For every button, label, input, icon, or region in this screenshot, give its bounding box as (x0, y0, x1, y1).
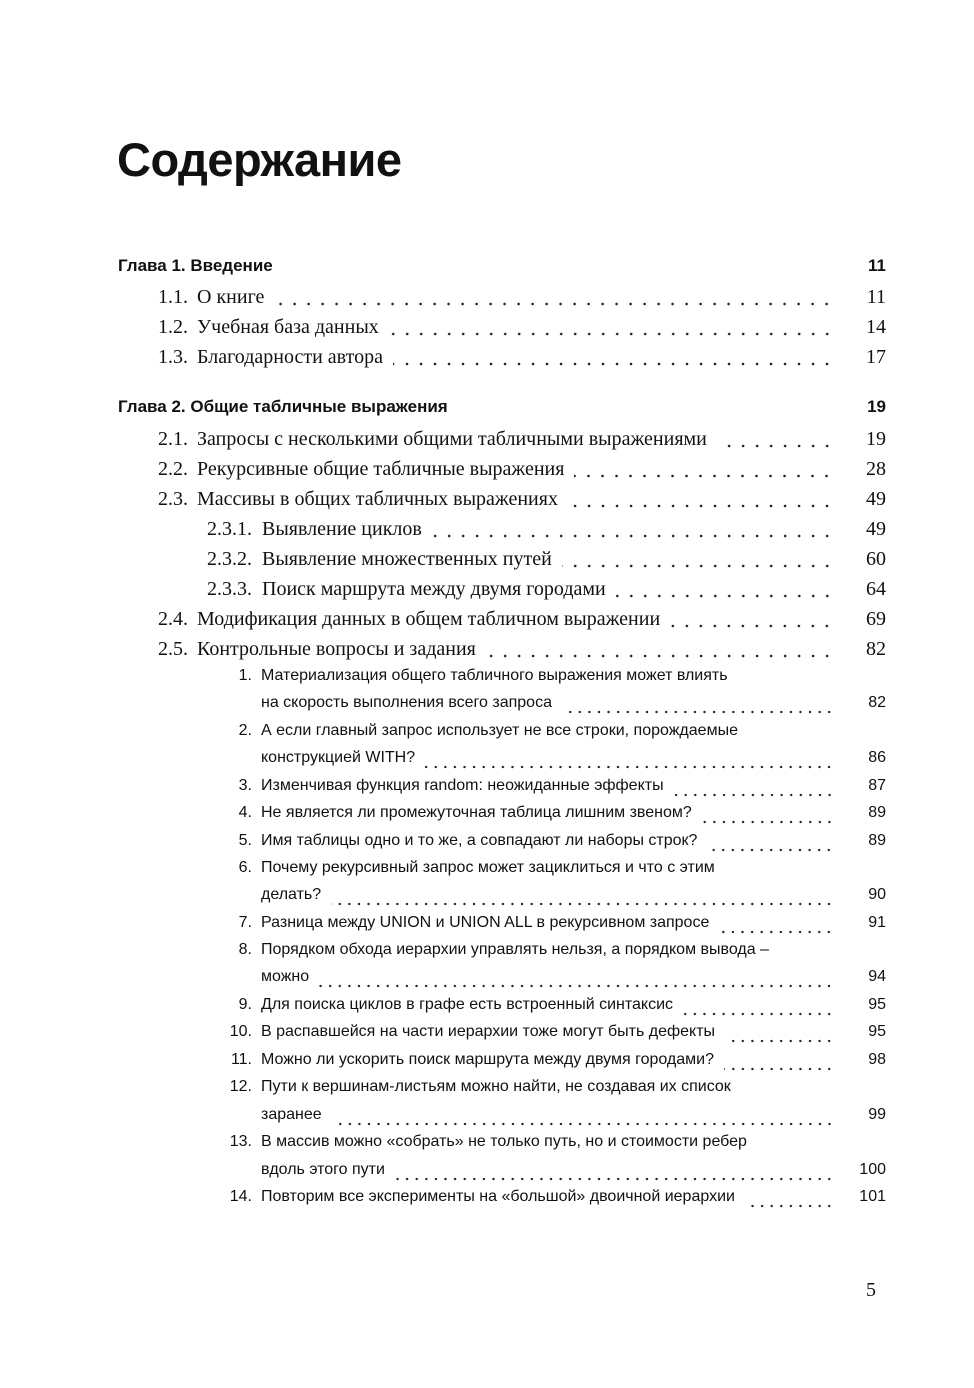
toc-question[interactable] (0, 832, 886, 858)
section-number: 2.3.3. (207, 578, 252, 600)
page-ref: 49 (866, 518, 886, 540)
question-title: конструкцией WITH? (261, 749, 416, 766)
section-title: Массивы в общих табличных выражениях (197, 488, 558, 510)
question-title: В массив можно «собрать» не только путь, но и стоимости ребер (261, 1133, 747, 1150)
toc-question[interactable] (0, 694, 886, 720)
toc-section[interactable] (0, 286, 886, 312)
dot-leader (432, 534, 834, 538)
question-number: 8. (238, 941, 252, 958)
question-number: 13. (229, 1133, 252, 1150)
dot-leader (574, 474, 834, 478)
section-number: 2.2. (158, 458, 188, 480)
section-title: Учебная база данных (197, 316, 379, 338)
dot-leader (562, 564, 834, 568)
dot-leader (683, 1012, 834, 1016)
dot-leader (274, 302, 834, 306)
question-title: Можно ли ускорить поиск маршрута между двумя городами? (261, 1051, 714, 1068)
page-ref: 95 (868, 996, 886, 1013)
page-number: 5 (866, 1279, 876, 1301)
page-ref: 11 (866, 286, 886, 308)
toc-question[interactable] (0, 996, 886, 1022)
question-title: вдоль этого пути (261, 1161, 385, 1178)
page-ref: 98 (868, 1051, 886, 1068)
toc-question[interactable] (0, 1106, 886, 1132)
page-ref: 94 (868, 968, 886, 985)
dot-leader (395, 1177, 834, 1181)
dot-leader (670, 624, 834, 628)
dot-leader (425, 765, 834, 769)
section-number: 2.4. (158, 608, 188, 630)
section-number: 1.1. (158, 286, 188, 308)
chapter-title: Глава 1. Введение (118, 256, 273, 275)
toc-chapter[interactable] (0, 256, 886, 282)
question-title: Повторим все эксперименты на «большой» двоичной иерархии (261, 1188, 735, 1205)
question-title: В распавшейся на части иерархии тоже могут быть дефекты (261, 1023, 716, 1040)
question-title: Порядком обхода иерархии управлять нельзя, а порядком вывода – (261, 941, 769, 958)
page-ref: 49 (866, 488, 886, 510)
question-title: А если главный запрос использует не все строки, порождаемые (261, 722, 738, 739)
section-title: Благодарности автора (197, 346, 383, 368)
dot-leader (562, 710, 834, 714)
page-ref: 19 (866, 428, 886, 450)
page-ref: 17 (866, 346, 886, 368)
question-title: Для поиска циклов в графе есть встроенный синтаксис (261, 996, 674, 1013)
page-ref: 69 (866, 608, 886, 630)
page-ref: 60 (866, 548, 886, 570)
toc-section[interactable] (0, 488, 886, 514)
chapter-title: Глава 2. Общие табличные выражения (118, 397, 448, 416)
page-ref: 101 (859, 1188, 886, 1205)
toc-section[interactable] (0, 518, 886, 544)
page-ref: 100 (859, 1161, 886, 1178)
page-ref: 95 (868, 1023, 886, 1040)
section-title: О книге (197, 286, 265, 308)
section-number: 1.2. (158, 316, 188, 338)
section-title: Выявление множественных путей (262, 548, 552, 570)
section-title: Запросы с несколькими общими табличными выражениями (197, 428, 707, 450)
toc-chapter[interactable] (0, 397, 886, 423)
section-number: 2.5. (158, 638, 188, 660)
section-number: 2.1. (158, 428, 188, 450)
dot-leader (745, 1204, 834, 1208)
toc-question[interactable] (0, 886, 886, 912)
question-title: заранее (261, 1106, 322, 1123)
page-ref: 99 (868, 1106, 886, 1123)
dot-leader (319, 984, 834, 988)
dot-leader (719, 930, 834, 934)
question-number: 12. (229, 1078, 252, 1095)
question-title: Изменчивая функция random: неожиданные эффекты (261, 777, 664, 794)
section-number: 1.3. (158, 346, 188, 368)
toc-question[interactable] (0, 804, 886, 830)
toc-question[interactable] (0, 968, 886, 994)
dot-leader (486, 654, 834, 658)
toc-section[interactable] (0, 548, 886, 574)
dot-leader (331, 902, 834, 906)
page-ref: 87 (868, 777, 886, 794)
toc-question[interactable] (0, 749, 886, 775)
dot-leader (707, 848, 834, 852)
toc-question[interactable] (0, 1051, 886, 1077)
question-title: Разница между UNION и UNION ALL в рекурсивном запросе (261, 914, 710, 931)
toc-question[interactable] (0, 777, 886, 803)
page-ref: 82 (868, 694, 886, 711)
question-title: делать? (261, 886, 322, 903)
toc-question[interactable] (0, 1023, 886, 1049)
question-title: Почему рекурсивный запрос может зациклиться и что с этим (261, 859, 715, 876)
question-number: 3. (238, 777, 252, 794)
toc-question[interactable] (0, 941, 886, 967)
dot-leader (393, 362, 834, 366)
dot-leader (616, 594, 834, 598)
toc-section[interactable] (0, 608, 886, 634)
dot-leader (717, 444, 834, 448)
dot-leader (724, 1067, 834, 1071)
question-title: Не является ли промежуточная таблица лишним звеном? (261, 804, 692, 821)
question-number: 14. (229, 1188, 252, 1205)
toc-question[interactable] (0, 1133, 886, 1159)
question-number: 9. (238, 996, 252, 1013)
section-number: 2.3. (158, 488, 188, 510)
page-ref: 64 (866, 578, 886, 600)
toc-section[interactable] (0, 346, 886, 372)
toc-section[interactable] (0, 316, 886, 342)
question-number: 1. (238, 667, 252, 684)
question-number: 6. (238, 859, 252, 876)
question-number: 11. (230, 1051, 252, 1068)
page-ref: 28 (866, 458, 886, 480)
dot-leader (568, 504, 834, 508)
section-number: 2.3.1. (207, 518, 252, 540)
question-number: 7. (238, 914, 252, 931)
page-ref: 82 (866, 638, 886, 660)
toc-section[interactable] (0, 428, 886, 454)
dot-leader (389, 332, 834, 336)
toc-section[interactable] (0, 578, 886, 604)
section-title: Выявление циклов (262, 518, 422, 540)
question-title: на скорость выполнения всего запроса (261, 694, 552, 711)
page-title: Содержание (117, 133, 402, 186)
section-number: 2.3.2. (207, 548, 252, 570)
toc-question[interactable] (0, 1161, 886, 1187)
toc-question[interactable] (0, 1078, 886, 1104)
question-title: Пути к вершинам-листьям можно найти, не создавая их список (261, 1078, 731, 1095)
toc-question[interactable] (0, 1188, 886, 1214)
page-ref: 14 (866, 316, 886, 338)
page-ref: 91 (868, 914, 886, 931)
page-ref: 11 (868, 256, 886, 275)
page-ref: 19 (867, 397, 886, 416)
page-ref: 89 (868, 832, 886, 849)
dot-leader (725, 1039, 834, 1043)
question-title: Имя таблицы одно и то же, а совпадают ли наборы строк? (261, 832, 698, 849)
toc-section[interactable] (0, 458, 886, 484)
toc-question[interactable] (0, 914, 886, 940)
page-ref: 89 (868, 804, 886, 821)
dot-leader (332, 1122, 834, 1126)
page-ref: 86 (868, 749, 886, 766)
toc-question[interactable] (0, 667, 886, 693)
section-title: Контрольные вопросы и задания (197, 638, 476, 660)
question-number: 4. (238, 804, 252, 821)
question-number: 10. (229, 1023, 252, 1040)
question-number: 5. (238, 832, 252, 849)
section-title: Рекурсивные общие табличные выражения (197, 458, 565, 480)
question-title: Материализация общего табличного выражения может влиять (261, 667, 728, 684)
dot-leader (674, 793, 834, 797)
section-title: Модификация данных в общем табличном выражении (197, 608, 661, 630)
toc-question[interactable] (0, 722, 886, 748)
question-title: можно (261, 968, 310, 985)
section-title: Поиск маршрута между двумя городами (262, 578, 606, 600)
question-number: 2. (238, 722, 252, 739)
page-ref: 90 (868, 886, 886, 903)
dot-leader (702, 820, 834, 824)
toc-question[interactable] (0, 859, 886, 885)
toc-section[interactable] (0, 638, 886, 664)
